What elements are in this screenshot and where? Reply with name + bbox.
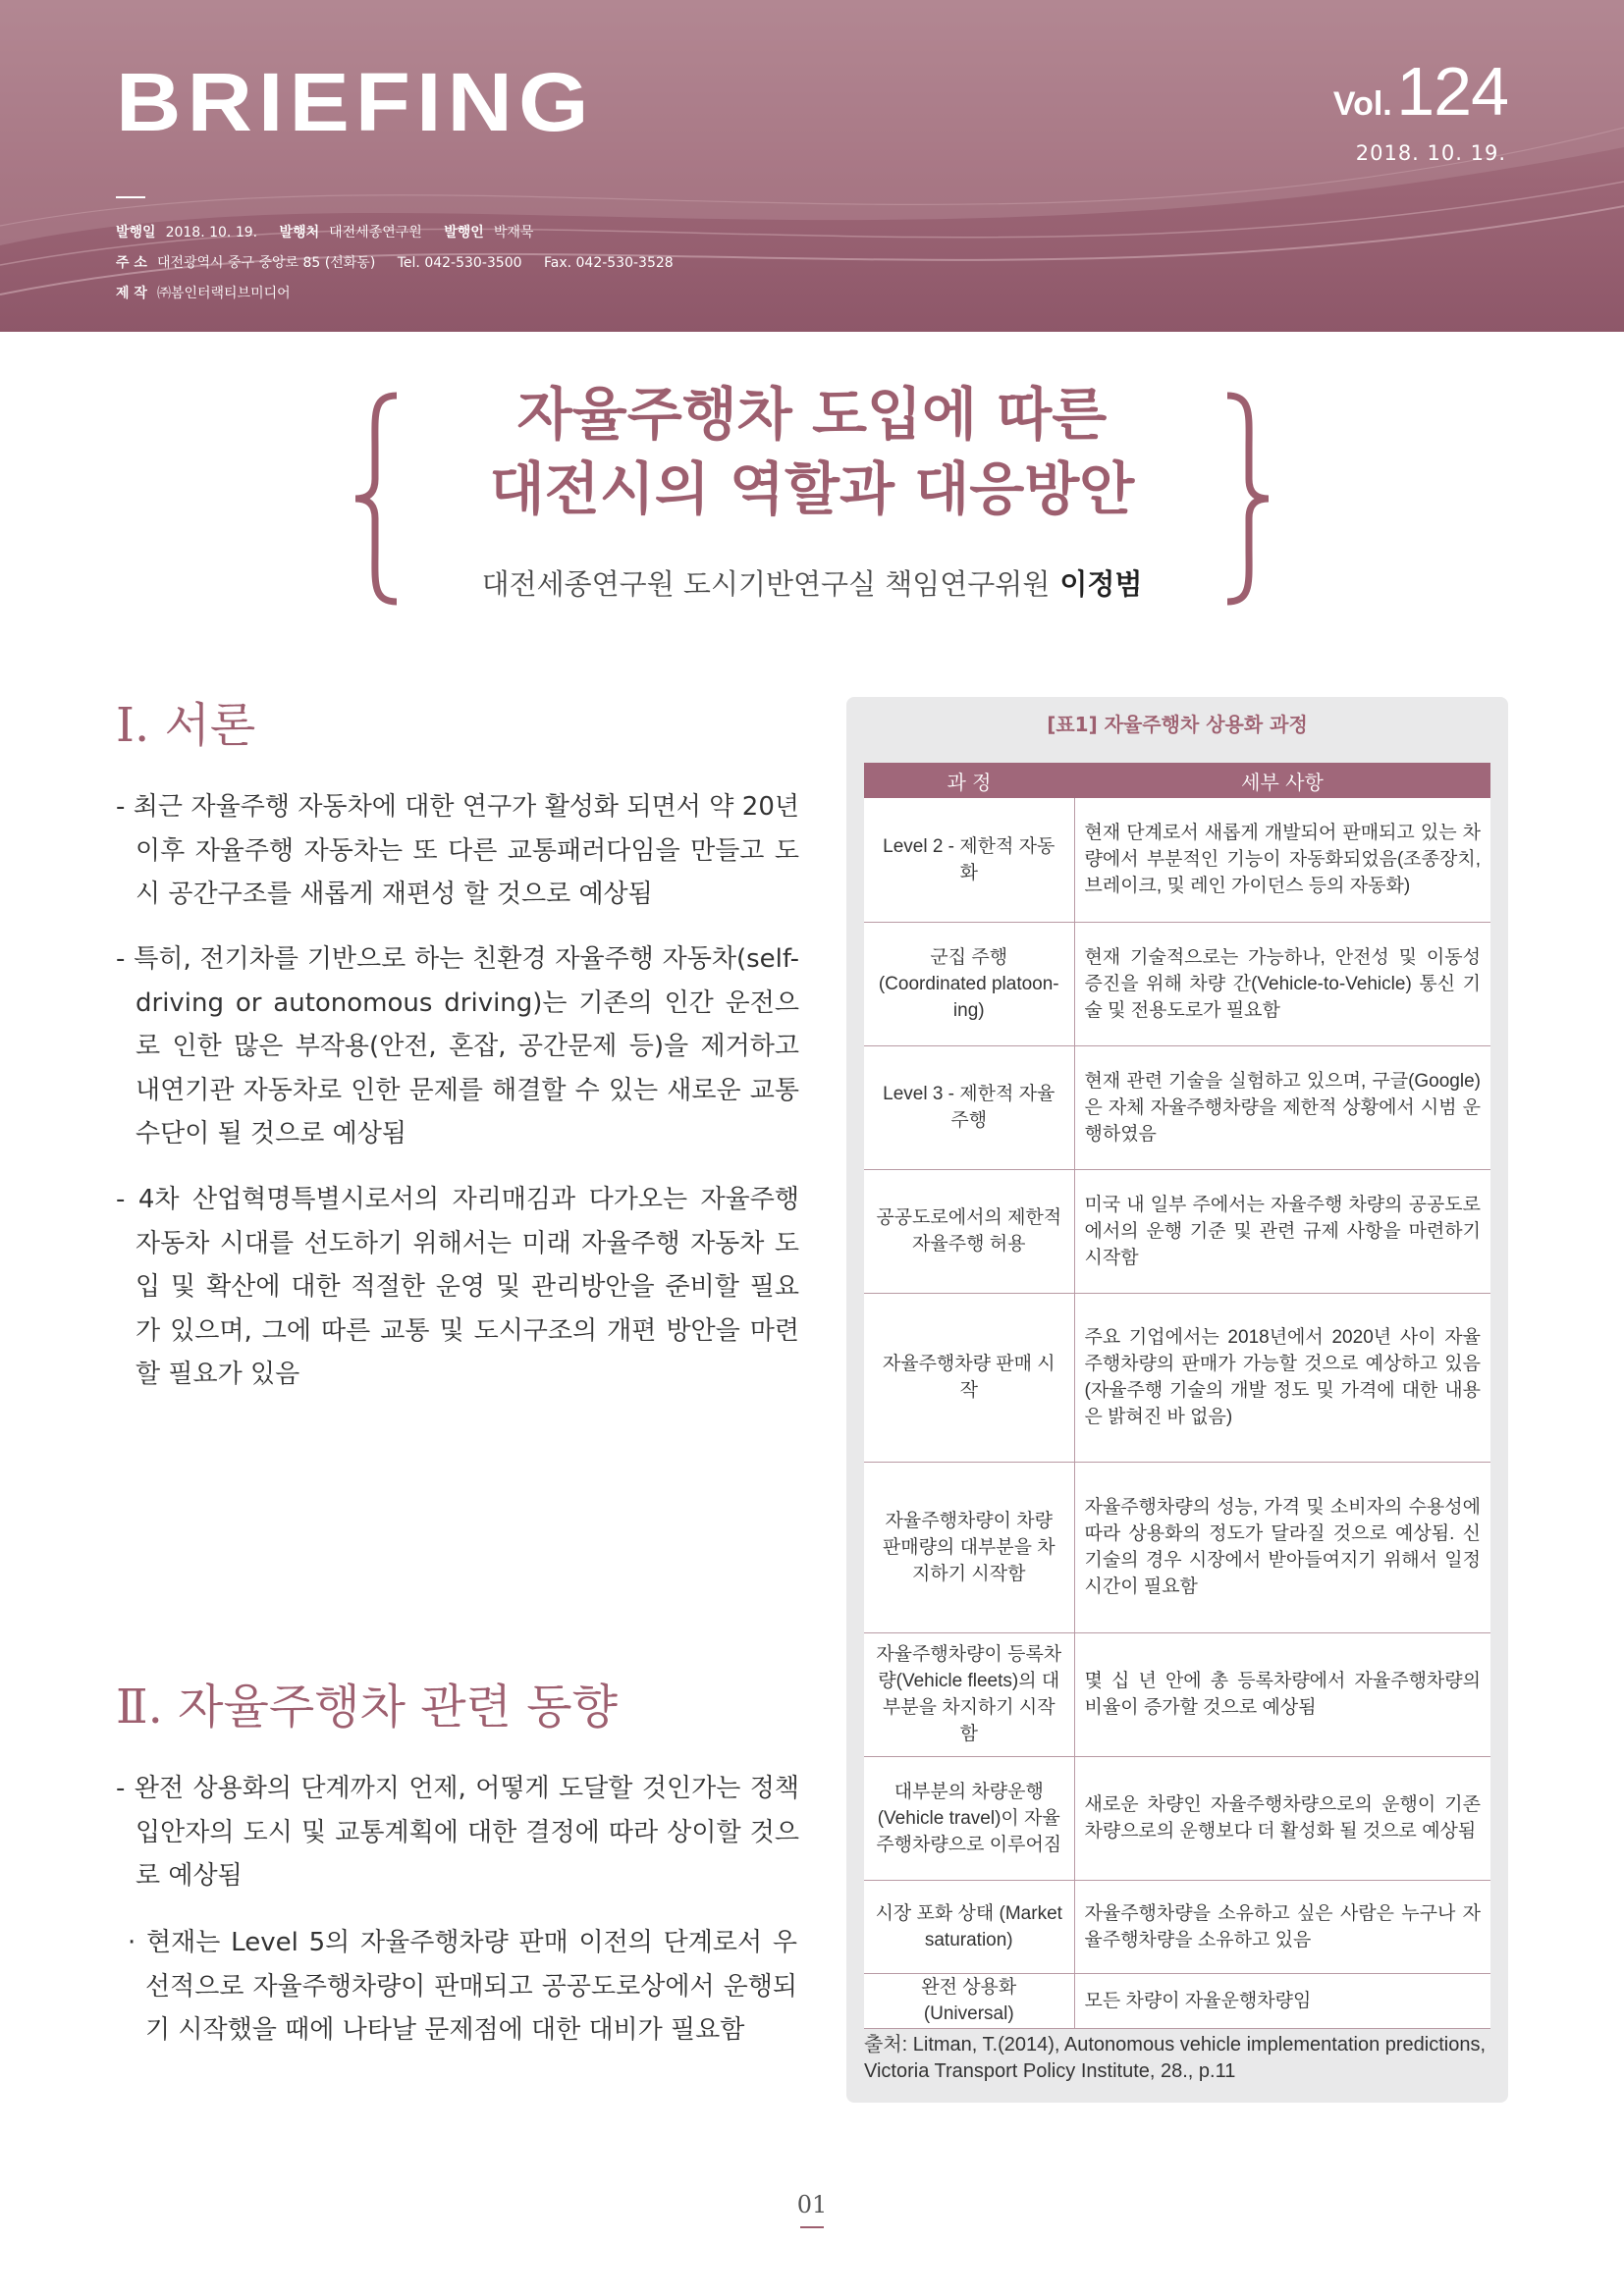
section-1-bullet: - 최근 자율주행 자동차에 대한 연구가 활성화 되면서 약 20년 이후 자율주행 자동차는 또 다른 교통패러다임을 만들고 도시 공간구조를 새롭게 재편성 할 것으로 예상됨: [116, 792, 799, 909]
detail-cell: 현재 단계로서 새롭게 개발되어 판매되고 있는 차량에서 부분적인 기능이 자동화되었음(조종장치, 브레이크, 및 레인 가이던스 등의 자동화): [1074, 798, 1490, 922]
table-row: [864, 1045, 1490, 1169]
volume-value: 124: [1396, 53, 1508, 130]
author-line: [393, 562, 1231, 603]
table-row: [864, 1462, 1490, 1632]
table-row: [864, 1632, 1490, 1756]
stage-cell: 자율주행차량이 등록차량(Vehicle fleets)의 대부분을 차지하기 시작함: [864, 1632, 1074, 1756]
stage-cell: 자율주행차량이 차량 판매량의 대부분을 차지하기 시작함: [864, 1462, 1074, 1632]
table-header-row: [864, 763, 1490, 798]
divider: [116, 196, 145, 198]
page-number-underline: [800, 2226, 824, 2228]
detail-cell: 새로운 차량인 자율주행차량으로의 운행이 기존 차량으로의 운행보다 더 활성화 될 것으로 예상됨: [1074, 1756, 1490, 1880]
commercialization-table: [864, 763, 1490, 2029]
stage-cell: Level 3 - 제한적 자율주행: [864, 1045, 1074, 1169]
detail-cell: 자율주행차량의 성능, 가격 및 소비자의 수용성에 따라 상용화의 정도가 달라질 것으로 예상됨. 신기술의 경우 시장에서 받아들여지기 위해서 일정 시간이 필요함: [1074, 1462, 1490, 1632]
table-header-stage: 과 정: [864, 763, 1074, 798]
table-row: [864, 798, 1490, 922]
table-header-detail: 세부 사항: [1074, 763, 1490, 798]
article-title: [393, 377, 1231, 526]
table-row: [864, 922, 1490, 1045]
stage-cell: 시장 포화 상태 (Market saturation): [864, 1880, 1074, 1973]
section-2-subbullet: · 현재는 Level 5의 자율주행차량 판매 이전의 단계로서 우선적으로 자율주행차량이 판매되고 공공도로상에서 운행되기 시작했을 때에 나타날 문제점에 대한 대비가 필요함: [128, 1928, 797, 2045]
stage-cell: 자율주행차량 판매 시작: [864, 1293, 1074, 1462]
detail-cell: 자율주행차량을 소유하고 싶은 사람은 누구나 자율주행차량을 소유하고 있음: [1074, 1880, 1490, 1973]
stage-cell: 군집 주행 (Coordinated platoon-ing): [864, 922, 1074, 1045]
author-name: 이정범: [1059, 567, 1143, 601]
brand-logo: BRIEFING: [116, 56, 595, 149]
table-row: [864, 1973, 1490, 2028]
section-2-bullet: - 완전 상용화의 단계까지 언제, 어떻게 도달할 것인가는 정책 입안자의 도시 및 교통계획에 대한 결정에 따라 상이할 것으로 예상됨: [116, 1774, 799, 1891]
table-row: [864, 1293, 1490, 1462]
issue-date: 2018. 10. 19.: [1355, 141, 1506, 165]
detail-cell: 모든 차량이 자율운행차량임: [1074, 1973, 1490, 2028]
title-line: 대전시의 역할과 대응방안: [489, 455, 1135, 522]
table-row: [864, 1169, 1490, 1293]
section-1-bullet: - 4차 산업혁명특별시로서의 자리매김과 다가오는 자율주행 자동차 시대를 선도하기 위해서는 미래 자율주행 자동차 도입 및 확산에 대한 적절한 운영 및 관리방안을 준비할 필요가 있으며, 그에 따른 교통 및 도시구조의 개편 방안을 마련할 필요가 있음: [116, 1185, 799, 1389]
section-1-heading: Ⅰ. 서론: [116, 698, 256, 753]
table-row: [864, 1880, 1490, 1973]
stage-cell: 완전 상용화 (Universal): [864, 1973, 1074, 2028]
table-source: 출처: Litman, T.(2014), Autonomous vehicle implementation predictions, Victoria Transport Policy Institute, 28., p.11: [864, 2034, 1487, 2082]
table-caption: [표1] 자율주행차 상용화 과정: [1047, 713, 1308, 736]
masthead: [0, 0, 1624, 332]
stage-cell: 대부분의 차량운행(Vehicle travel)이 자율주행차량으로 이루어짐: [864, 1756, 1074, 1880]
section-1-bullet: - 특히, 전기차를 기반으로 하는 친환경 자율주행 자동차(self-driving or autonomous driving)는 기존의 인간 운전으로 인한 많은 부작용(안전, 혼잡, 공간문제 등)을 제거하고 내연기관 자동차로 인한 문제를 해결할 수 있는 새로운 교통수단이 될 것으로 예상됨: [116, 944, 799, 1148]
publication-line: 제 작 ㈜봄인터랙티브미디어: [116, 286, 291, 301]
volume-number: [1332, 53, 1508, 130]
table-row: [864, 1756, 1490, 1880]
author-affiliation: 대전세종연구원 도시기반연구실 책임연구위원: [481, 567, 1051, 601]
detail-cell: 현재 관련 기술을 실험하고 있으며, 구글(Google)은 자체 자율주행차량을 제한적 상황에서 시범 운행하였음: [1074, 1045, 1490, 1169]
detail-cell: 주요 기업에서는 2018년에서 2020년 사이 자율주행차량의 판매가 가능할 것으로 예상하고 있음(자율주행 기술의 개발 정도 및 가격에 대한 내용은 밝혀진 바 없음): [1074, 1293, 1490, 1462]
section-2-heading: Ⅱ. 자율주행차 관련 동향: [116, 1680, 618, 1735]
title-line: 자율주행차 도입에 따른: [516, 381, 1108, 448]
detail-cell: 미국 내 일부 주에서는 자율주행 차량의 공공도로에서의 운행 기준 및 관련 규제 사항을 마련하기 시작함: [1074, 1169, 1490, 1293]
publication-line: 발행일 2018. 10. 19. 발행처 대전세종연구원 발행인 박재묵: [116, 225, 534, 240]
publication-info: [116, 218, 674, 309]
detail-cell: 현재 기술적으로는 가능하나, 안전성 및 이동성 증진을 위해 차량 간(Vehicle-to-Vehicle) 통신 기술 및 전용도로가 필요함: [1074, 922, 1490, 1045]
stage-cell: 공공도로에서의 제한적 자율주행 허용: [864, 1169, 1074, 1293]
stage-cell: Level 2 - 제한적 자동화: [864, 798, 1074, 922]
detail-cell: 몇 십 년 안에 총 등록차량에서 자율주행차량의 비율이 증가할 것으로 예상됨: [1074, 1632, 1490, 1756]
page-number: 01: [796, 2191, 828, 2218]
publication-line: 주 소 대전광역시 중구 중앙로 85 (선화동) Tel. 042-530-3500 Fax. 042-530-3528: [116, 255, 674, 271]
volume-label: Vol.: [1332, 85, 1392, 123]
